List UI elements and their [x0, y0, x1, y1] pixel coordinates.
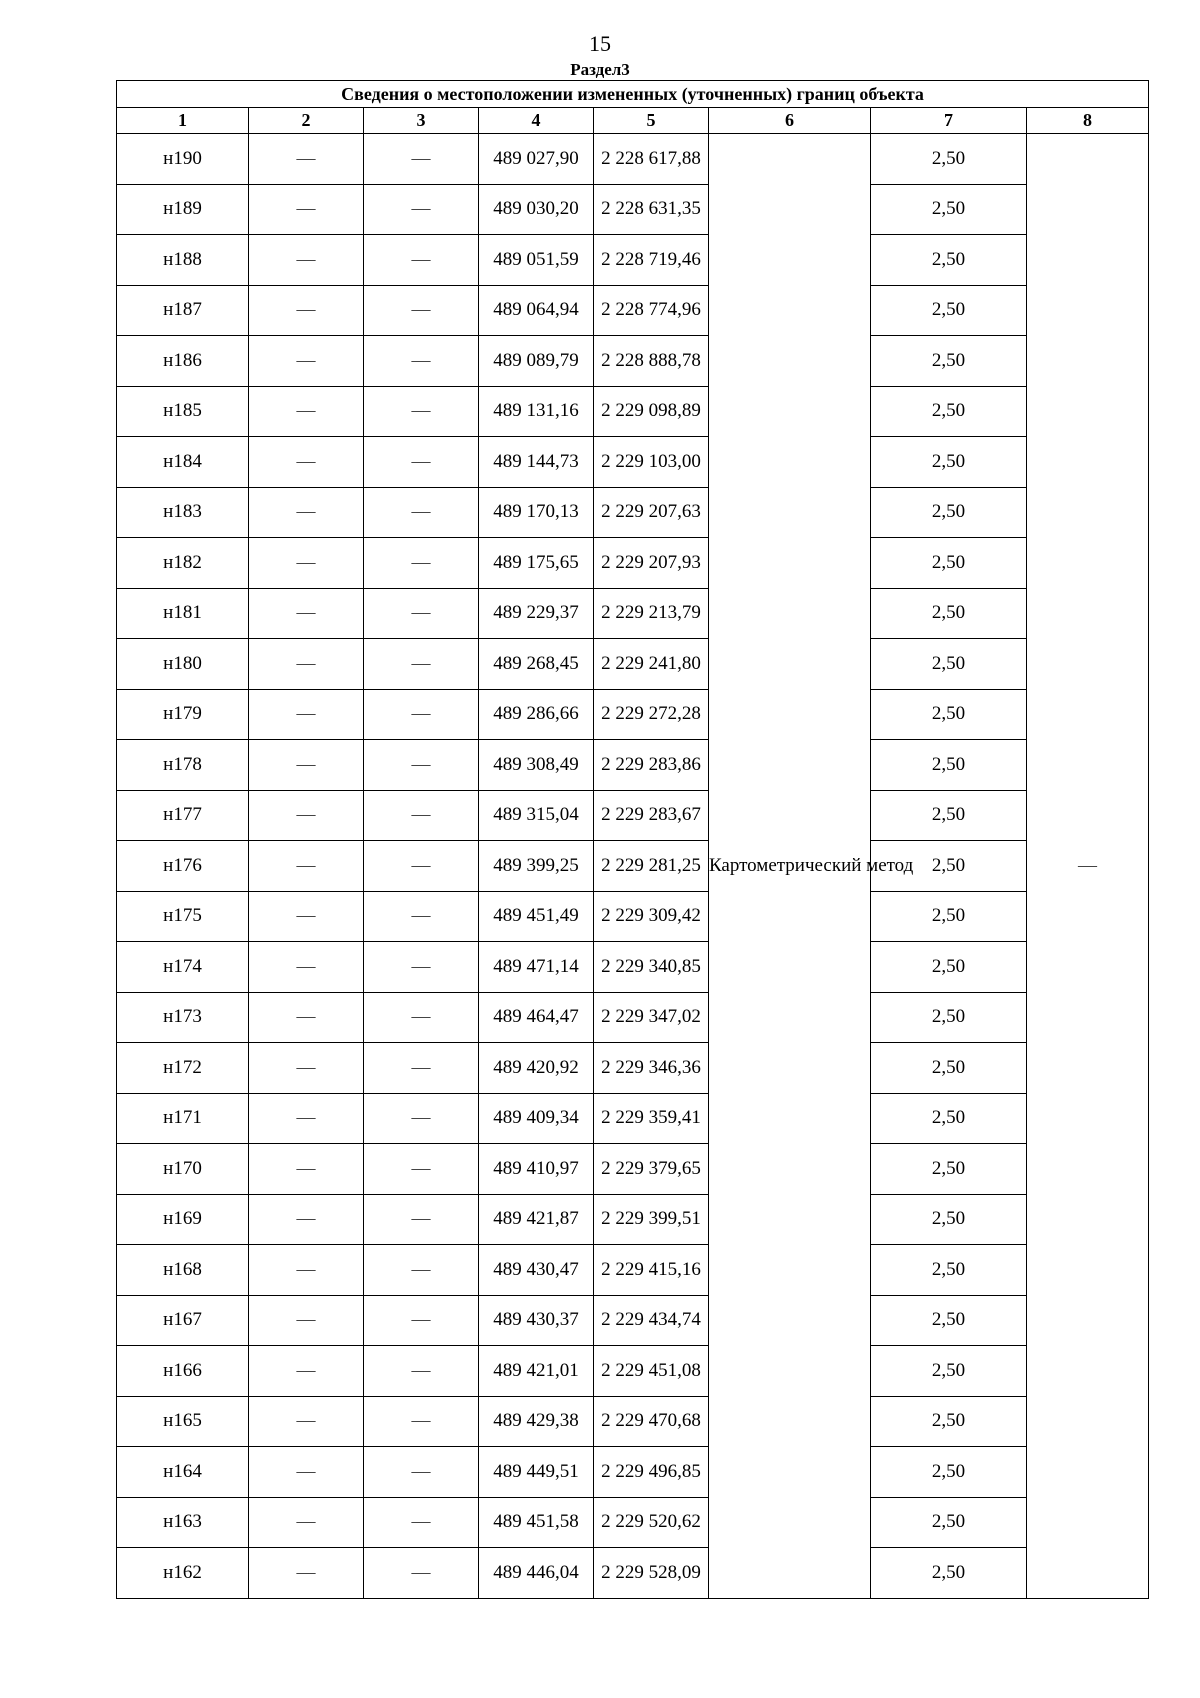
table-row: [117, 184, 1149, 235]
coordinate-x-cell: 489 175,65: [479, 538, 594, 589]
column-3-cell: —: [364, 1396, 479, 1447]
column-2-cell: —: [249, 689, 364, 740]
column-number-6: 6: [709, 108, 871, 134]
column-2-cell: —: [249, 1245, 364, 1296]
coordinate-x-cell: 489 170,13: [479, 487, 594, 538]
accuracy-cell: 2,50: [871, 1245, 1027, 1296]
coordinate-y-cell: 2 229 359,41: [594, 1093, 709, 1144]
point-name-cell: н168: [117, 1245, 249, 1296]
coordinate-y-cell: 2 229 283,86: [594, 740, 709, 791]
column-3-cell: —: [364, 1093, 479, 1144]
table-row: [117, 1194, 1149, 1245]
column-number-8: 8: [1027, 108, 1149, 134]
coordinate-x-cell: 489 409,34: [479, 1093, 594, 1144]
table-row: [117, 1447, 1149, 1498]
coordinate-x-cell: 489 421,87: [479, 1194, 594, 1245]
column-2-cell: —: [249, 134, 364, 185]
coordinate-x-cell: 489 064,94: [479, 285, 594, 336]
column-number-2: 2: [249, 108, 364, 134]
column-2-cell: —: [249, 740, 364, 791]
column-2-cell: —: [249, 1346, 364, 1397]
accuracy-cell: 2,50: [871, 386, 1027, 437]
column-2-cell: —: [249, 1043, 364, 1094]
point-name-cell: н164: [117, 1447, 249, 1498]
coordinate-y-cell: 2 229 309,42: [594, 891, 709, 942]
coordinate-x-cell: 489 229,37: [479, 588, 594, 639]
column-2-cell: —: [249, 487, 364, 538]
coordinate-y-cell: 2 229 098,89: [594, 386, 709, 437]
coordinate-x-cell: 489 030,20: [479, 184, 594, 235]
table-row: [117, 538, 1149, 589]
point-name-cell: н173: [117, 992, 249, 1043]
column-2-cell: —: [249, 184, 364, 235]
coordinate-x-cell: 489 446,04: [479, 1548, 594, 1599]
table-row: [117, 891, 1149, 942]
accuracy-cell: 2,50: [871, 942, 1027, 993]
boundary-coordinates-table: [116, 80, 1149, 1599]
table-row: [117, 1245, 1149, 1296]
point-name-cell: н180: [117, 639, 249, 690]
column-2-cell: —: [249, 841, 364, 892]
table-row: [117, 1093, 1149, 1144]
table-row: [117, 689, 1149, 740]
point-name-cell: н165: [117, 1396, 249, 1447]
column-number-7: 7: [871, 108, 1027, 134]
coordinate-y-cell: 2 229 207,63: [594, 487, 709, 538]
point-name-cell: н189: [117, 184, 249, 235]
column-3-cell: —: [364, 740, 479, 791]
column-3-cell: —: [364, 386, 479, 437]
point-name-cell: н169: [117, 1194, 249, 1245]
coordinate-y-cell: 2 229 451,08: [594, 1346, 709, 1397]
column-3-cell: —: [364, 538, 479, 589]
coordinate-y-cell: 2 229 283,67: [594, 790, 709, 841]
column-3-cell: —: [364, 588, 479, 639]
table-row: [117, 1548, 1149, 1599]
coordinate-x-cell: 489 451,58: [479, 1497, 594, 1548]
page-number: 15: [589, 31, 611, 56]
coordinate-y-cell: 2 229 496,85: [594, 1447, 709, 1498]
column-3-cell: —: [364, 1295, 479, 1346]
column-3-cell: —: [364, 1144, 479, 1195]
accuracy-cell: 2,50: [871, 992, 1027, 1043]
column-3-cell: —: [364, 639, 479, 690]
table-caption: Сведения о местоположении измененных (уточненных) границ объекта: [117, 81, 1149, 108]
column-2-cell: —: [249, 1144, 364, 1195]
column-3-cell: —: [364, 689, 479, 740]
coordinate-x-cell: 489 421,01: [479, 1346, 594, 1397]
point-name-cell: н167: [117, 1295, 249, 1346]
coordinate-y-cell: 2 229 520,62: [594, 1497, 709, 1548]
column-2-cell: —: [249, 1295, 364, 1346]
coordinate-y-cell: 2 229 281,25: [594, 841, 709, 892]
accuracy-cell: 2,50: [871, 134, 1027, 185]
table-body: [117, 134, 1149, 1599]
accuracy-cell: 2,50: [871, 487, 1027, 538]
accuracy-cell: 2,50: [871, 437, 1027, 488]
accuracy-cell: 2,50: [871, 689, 1027, 740]
point-name-cell: н183: [117, 487, 249, 538]
column-8-cell: —: [1027, 134, 1149, 1599]
coordinate-y-cell: 2 229 379,65: [594, 1144, 709, 1195]
column-3-cell: —: [364, 992, 479, 1043]
point-name-cell: н171: [117, 1093, 249, 1144]
coordinate-x-cell: 489 089,79: [479, 336, 594, 387]
coordinate-y-cell: 2 229 434,74: [594, 1295, 709, 1346]
coordinate-x-cell: 489 430,37: [479, 1295, 594, 1346]
coordinate-x-cell: 489 399,25: [479, 841, 594, 892]
coordinate-y-cell: 2 228 888,78: [594, 336, 709, 387]
coordinate-x-cell: 489 027,90: [479, 134, 594, 185]
column-2-cell: —: [249, 1093, 364, 1144]
point-name-cell: н163: [117, 1497, 249, 1548]
coordinate-x-cell: 489 131,16: [479, 386, 594, 437]
table-row: [117, 740, 1149, 791]
column-2-cell: —: [249, 639, 364, 690]
column-number-4: 4: [479, 108, 594, 134]
accuracy-cell: 2,50: [871, 1093, 1027, 1144]
column-3-cell: —: [364, 285, 479, 336]
coordinate-x-cell: 489 449,51: [479, 1447, 594, 1498]
point-name-cell: н181: [117, 588, 249, 639]
point-name-cell: н177: [117, 790, 249, 841]
point-name-cell: н174: [117, 942, 249, 993]
column-3-cell: —: [364, 235, 479, 286]
column-number-3: 3: [364, 108, 479, 134]
accuracy-cell: 2,50: [871, 639, 1027, 690]
accuracy-cell: 2,50: [871, 1497, 1027, 1548]
coordinate-y-cell: 2 229 346,36: [594, 1043, 709, 1094]
column-2-cell: —: [249, 1396, 364, 1447]
accuracy-cell: 2,50: [871, 336, 1027, 387]
point-name-cell: н170: [117, 1144, 249, 1195]
accuracy-cell: 2,50: [871, 1295, 1027, 1346]
column-2-cell: —: [249, 891, 364, 942]
table-row: [117, 1043, 1149, 1094]
point-name-cell: н190: [117, 134, 249, 185]
coordinate-y-cell: 2 228 617,88: [594, 134, 709, 185]
coordinate-y-cell: 2 228 774,96: [594, 285, 709, 336]
accuracy-cell: 2,50: [871, 891, 1027, 942]
accuracy-cell: 2,50: [871, 790, 1027, 841]
column-3-cell: —: [364, 336, 479, 387]
accuracy-cell: 2,50: [871, 1346, 1027, 1397]
column-2-cell: —: [249, 1447, 364, 1498]
table-row: [117, 437, 1149, 488]
method-cell: Картометрический метод: [709, 134, 871, 1599]
coordinate-y-cell: 2 229 415,16: [594, 1245, 709, 1296]
coordinate-y-cell: 2 228 631,35: [594, 184, 709, 235]
table-row: [117, 790, 1149, 841]
accuracy-cell: 2,50: [871, 1548, 1027, 1599]
coordinate-x-cell: 489 429,38: [479, 1396, 594, 1447]
column-3-cell: —: [364, 487, 479, 538]
accuracy-cell: 2,50: [871, 538, 1027, 589]
point-name-cell: н162: [117, 1548, 249, 1599]
table-row: [117, 285, 1149, 336]
coordinate-x-cell: 489 286,66: [479, 689, 594, 740]
column-2-cell: —: [249, 1548, 364, 1599]
column-3-cell: —: [364, 437, 479, 488]
column-3-cell: —: [364, 1043, 479, 1094]
table-row: [117, 1295, 1149, 1346]
column-2-cell: —: [249, 942, 364, 993]
coordinate-x-cell: 489 268,45: [479, 639, 594, 690]
point-name-cell: н187: [117, 285, 249, 336]
table-row: [117, 1346, 1149, 1397]
coordinate-x-cell: 489 451,49: [479, 891, 594, 942]
table-row: [117, 1396, 1149, 1447]
coordinate-y-cell: 2 229 347,02: [594, 992, 709, 1043]
coordinate-x-cell: 489 420,92: [479, 1043, 594, 1094]
table-row: [117, 1497, 1149, 1548]
accuracy-cell: 2,50: [871, 740, 1027, 791]
accuracy-cell: 2,50: [871, 588, 1027, 639]
column-2-cell: —: [249, 336, 364, 387]
coordinate-y-cell: 2 229 207,93: [594, 538, 709, 589]
table-row: [117, 639, 1149, 690]
column-3-cell: —: [364, 942, 479, 993]
column-2-cell: —: [249, 235, 364, 286]
column-3-cell: —: [364, 134, 479, 185]
table-row: [117, 942, 1149, 993]
point-name-cell: н179: [117, 689, 249, 740]
column-2-cell: —: [249, 285, 364, 336]
point-name-cell: н185: [117, 386, 249, 437]
column-2-cell: —: [249, 588, 364, 639]
coordinate-x-cell: 489 315,04: [479, 790, 594, 841]
point-name-cell: н172: [117, 1043, 249, 1094]
column-3-cell: —: [364, 1346, 479, 1397]
accuracy-cell: 2,50: [871, 841, 1027, 892]
table-row: [117, 588, 1149, 639]
coordinate-y-cell: 2 228 719,46: [594, 235, 709, 286]
coordinate-y-cell: 2 229 528,09: [594, 1548, 709, 1599]
point-name-cell: н184: [117, 437, 249, 488]
point-name-cell: н182: [117, 538, 249, 589]
column-number-5: 5: [594, 108, 709, 134]
coordinate-y-cell: 2 229 399,51: [594, 1194, 709, 1245]
column-3-cell: —: [364, 1194, 479, 1245]
coordinate-y-cell: 2 229 340,85: [594, 942, 709, 993]
column-2-cell: —: [249, 386, 364, 437]
point-name-cell: н176: [117, 841, 249, 892]
coordinate-y-cell: 2 229 241,80: [594, 639, 709, 690]
column-3-cell: —: [364, 891, 479, 942]
point-name-cell: н166: [117, 1346, 249, 1397]
accuracy-cell: 2,50: [871, 235, 1027, 286]
column-3-cell: —: [364, 1245, 479, 1296]
accuracy-cell: 2,50: [871, 1144, 1027, 1195]
coordinate-y-cell: 2 229 213,79: [594, 588, 709, 639]
coordinate-x-cell: 489 051,59: [479, 235, 594, 286]
table-row: [117, 487, 1149, 538]
column-number-1: 1: [117, 108, 249, 134]
accuracy-cell: 2,50: [871, 1043, 1027, 1094]
column-number-row: [117, 108, 1149, 134]
coordinate-y-cell: 2 229 103,00: [594, 437, 709, 488]
coordinate-x-cell: 489 464,47: [479, 992, 594, 1043]
coordinate-y-cell: 2 229 272,28: [594, 689, 709, 740]
coordinate-x-cell: 489 430,47: [479, 1245, 594, 1296]
column-3-cell: —: [364, 184, 479, 235]
point-name-cell: н188: [117, 235, 249, 286]
table-row: [117, 386, 1149, 437]
column-3-cell: —: [364, 790, 479, 841]
column-3-cell: —: [364, 841, 479, 892]
table-row: [117, 134, 1149, 185]
column-2-cell: —: [249, 1194, 364, 1245]
section-label: Раздел3: [570, 60, 630, 79]
column-3-cell: —: [364, 1497, 479, 1548]
table-row: [117, 1144, 1149, 1195]
table-row: [117, 841, 1149, 892]
accuracy-cell: 2,50: [871, 184, 1027, 235]
column-2-cell: —: [249, 538, 364, 589]
accuracy-cell: 2,50: [871, 1447, 1027, 1498]
coordinate-x-cell: 489 144,73: [479, 437, 594, 488]
coordinate-x-cell: 489 308,49: [479, 740, 594, 791]
column-2-cell: —: [249, 1497, 364, 1548]
coordinate-x-cell: 489 471,14: [479, 942, 594, 993]
accuracy-cell: 2,50: [871, 1194, 1027, 1245]
column-2-cell: —: [249, 992, 364, 1043]
accuracy-cell: 2,50: [871, 1396, 1027, 1447]
table-row: [117, 336, 1149, 387]
accuracy-cell: 2,50: [871, 285, 1027, 336]
point-name-cell: н186: [117, 336, 249, 387]
coordinate-y-cell: 2 229 470,68: [594, 1396, 709, 1447]
column-2-cell: —: [249, 437, 364, 488]
table-row: [117, 235, 1149, 286]
table-row: [117, 992, 1149, 1043]
column-2-cell: —: [249, 790, 364, 841]
column-3-cell: —: [364, 1447, 479, 1498]
point-name-cell: н175: [117, 891, 249, 942]
column-3-cell: —: [364, 1548, 479, 1599]
coordinate-x-cell: 489 410,97: [479, 1144, 594, 1195]
point-name-cell: н178: [117, 740, 249, 791]
